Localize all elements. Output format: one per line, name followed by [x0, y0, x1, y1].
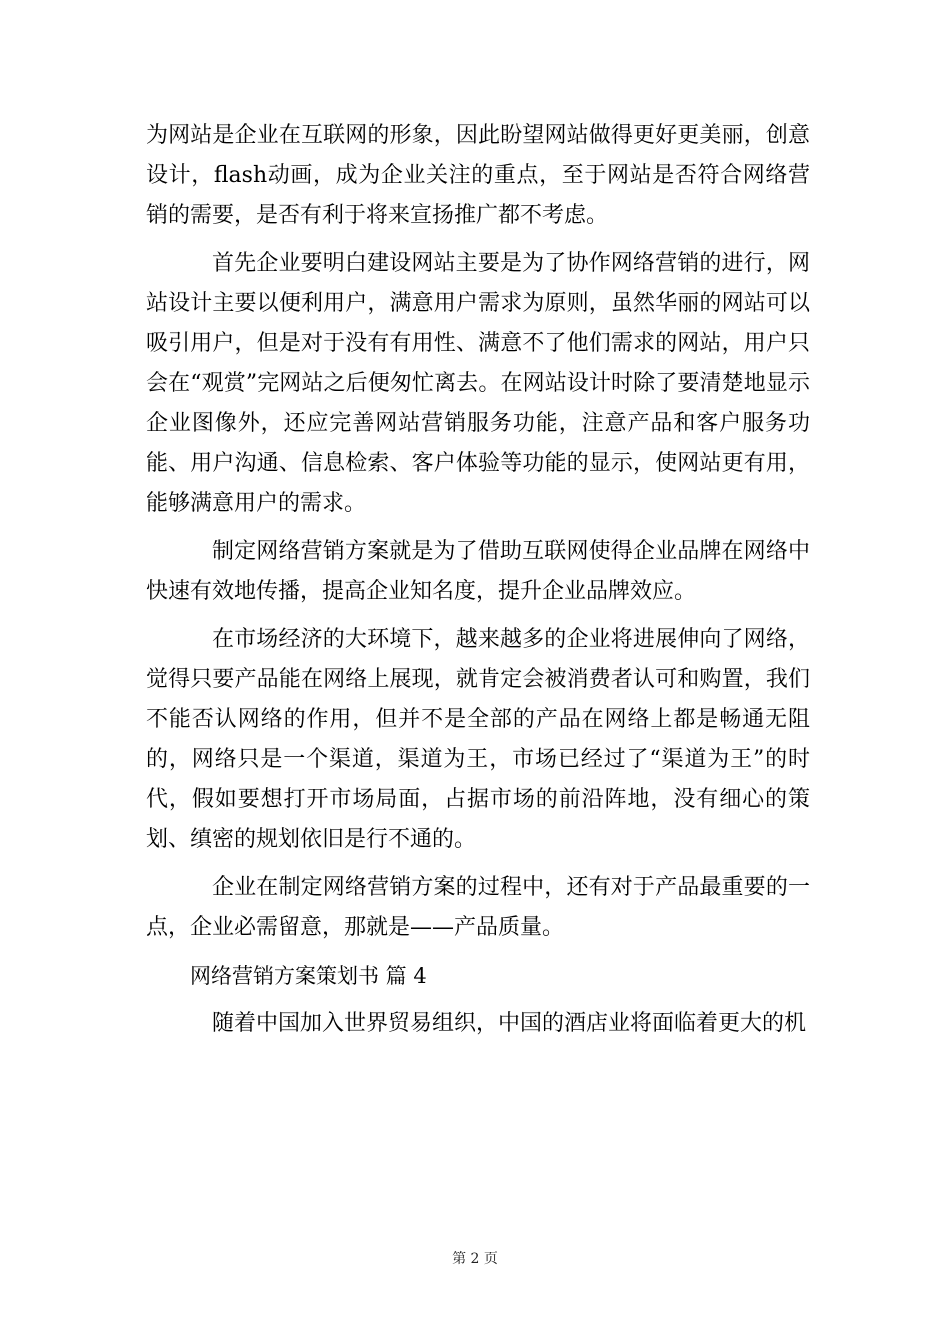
- document-body: [146, 116, 810, 1052]
- paragraph-3: 制定网络营销方案就是为了借助互联网使得企业品牌在网络中快速有效地传播，提高企业知名度，提升企业品牌效应。: [146, 539, 810, 604]
- paragraph-1: 为网站是企业在互联网的形象，因此盼望网站做得更好更美丽，创意设计，flash动画，成为企业关注的重点，至于网站是否符合网络营销的需要，是否有利于将来宣扬推广都不考虑。: [146, 123, 810, 228]
- paragraph-4: 在市场经济的大环境下，越来越多的企业将进展伸向了网络，觉得只要产品能在网络上展现，就肯定会被消费者认可和购置，我们不能否认网络的作用，但并不是全部的产品在网络上都是畅通无阻的，网络只是一个渠道，渠道为王，市场已经过了“渠道为王”的时代，假如要想打开市场局面，占据市场的前沿阵地，没有细心的策划、缜密的规划依旧是行不通的。: [146, 627, 810, 852]
- paragraph-6: 随着中国加入世界贸易组织，中国的酒店业将面临着更大的机: [212, 1011, 807, 1036]
- paragraph-5: 企业在制定网络营销方案的过程中，还有对于产品最重要的一点，企业必需留意，那就是——产品质量。: [146, 875, 810, 940]
- paragraph-2: 首先企业要明白建设网站主要是为了协作网络营销的进行，网站设计主要以便利用户，满意用户需求为原则，虽然华丽的网站可以吸引用户，但是对于没有有用性、满意不了他们需求的网站，用户只会在“观赏”完网站之后便匆忙离去。在网站设计时除了要清楚地显示企业图像外，还应完善网站营销服务功能，注意产品和客户服务功能、用户沟通、信息检索、客户体验等功能的显示，使网站更有用，能够满意用户的需求。: [146, 251, 810, 516]
- page-number: 第 2 页: [452, 1251, 498, 1267]
- section-heading: 网络营销方案策划书 篇 4: [190, 964, 427, 988]
